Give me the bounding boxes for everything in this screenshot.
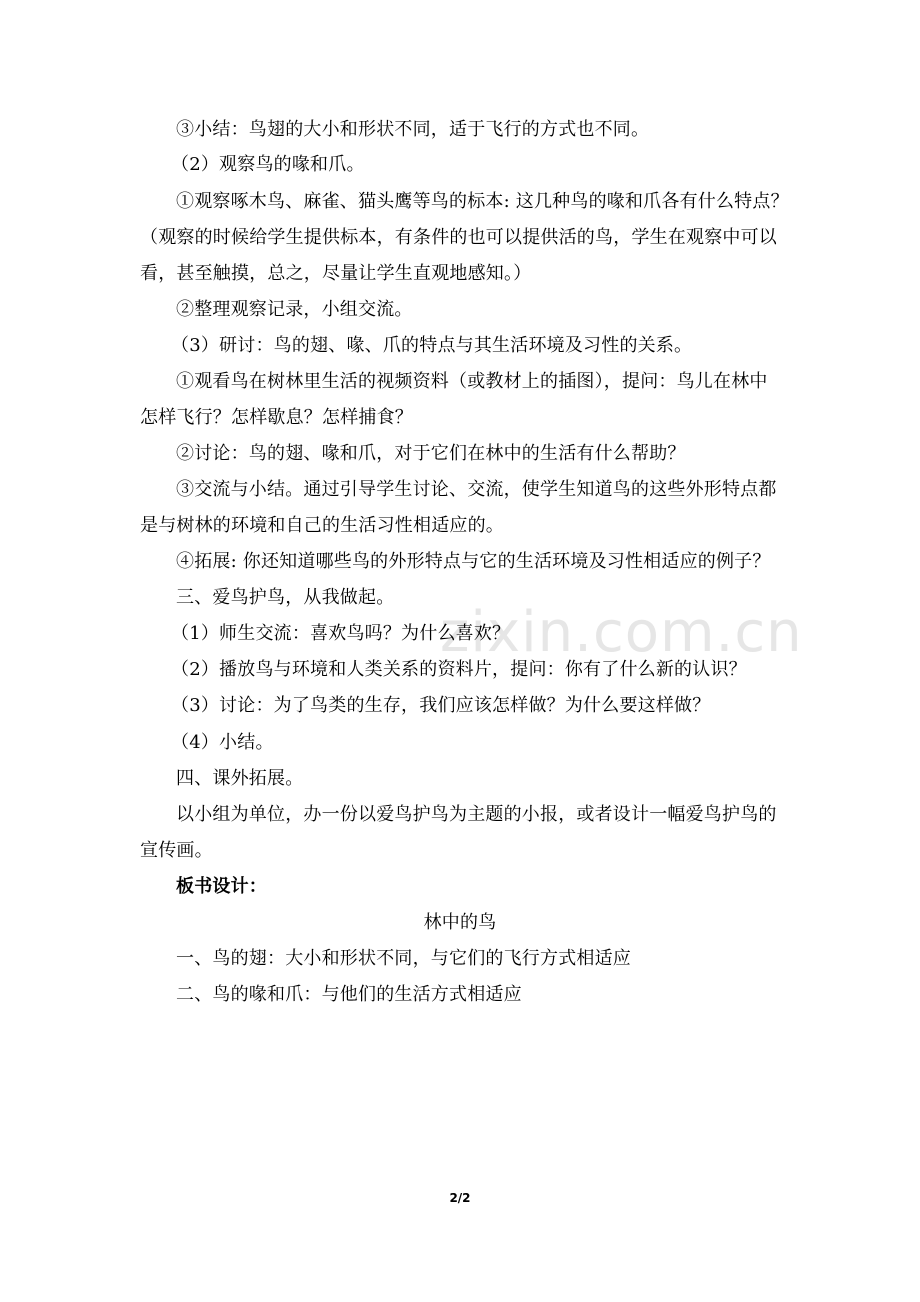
text-line: 是与树林的环境和自己的生活习性相适应的。: [140, 515, 504, 536]
text-line: （4）小结。: [171, 732, 274, 753]
text-line: 看，甚至触摸，总之，尽量让学生直观地感知。）: [140, 263, 532, 284]
text-line: （3）研讨：鸟的翅、喙、爪的特点与其生活环境及习性的关系。: [171, 335, 693, 356]
text-line: 三、爱鸟护鸟，从我做起。: [176, 587, 395, 608]
page-number: 2/2: [449, 1191, 471, 1205]
text-line: ①观察啄木鸟、麻雀、猫头鹰等鸟的标本: 这几种鸟的喙和爪各有什么特点？: [176, 191, 789, 212]
board-title: 林中的鸟: [423, 912, 497, 933]
text-line: 怎样飞行？怎样歇息？怎样捕食？: [140, 407, 413, 428]
text-line: ③小结：鸟翅的大小和形状不同，适于飞行的方式也不同。: [176, 119, 650, 140]
text-line: ①观看鸟在树林里生活的视频资料（或教材上的插图），提问：鸟儿在林中: [176, 371, 768, 392]
text-line: 以小组为单位，办一份以爱鸟护鸟为主题的小报，或者设计一幅爱鸟护鸟的: [176, 804, 777, 825]
watermark-text: zixin.com.cn: [440, 600, 803, 665]
text-line: ③交流与小结。通过引导学生讨论、交流，使学生知道鸟的这些外形特点都: [176, 479, 777, 500]
board-item: 二、鸟的喙和爪：与他们的生活方式相适应: [176, 984, 522, 1005]
text-line: （2）播放鸟与环境和人类关系的资料片，提问：你有了什么新的认识？: [171, 659, 747, 680]
text-line: （2）观察鸟的喙和爪。: [171, 154, 365, 175]
text-line: 四、课外拓展。: [176, 768, 304, 789]
text-line: ②讨论：鸟的翅、喙和爪，对于它们在林中的生活有什么帮助？: [176, 443, 686, 464]
text-line: （3）讨论：为了鸟类的生存，我们应该怎样做？为什么要这样做？: [171, 695, 711, 716]
text-line: （观察的时候给学生提供标本，有条件的也可以提供活的鸟，学生在观察中可以: [140, 227, 777, 248]
board-design-heading: 板书设计：: [176, 876, 267, 897]
text-line: ②整理观察记录，小组交流。: [176, 299, 413, 320]
text-line: 宣传画。: [140, 840, 213, 861]
board-item: 一、鸟的翅：大小和形状不同，与它们的飞行方式相适应: [176, 948, 631, 969]
text-line: ④拓展: 你还知道哪些鸟的外形特点与它的生活环境及习性相适应的例子？: [176, 551, 771, 572]
text-line: （1）师生交流：喜欢鸟吗？为什么喜欢？: [171, 623, 511, 644]
